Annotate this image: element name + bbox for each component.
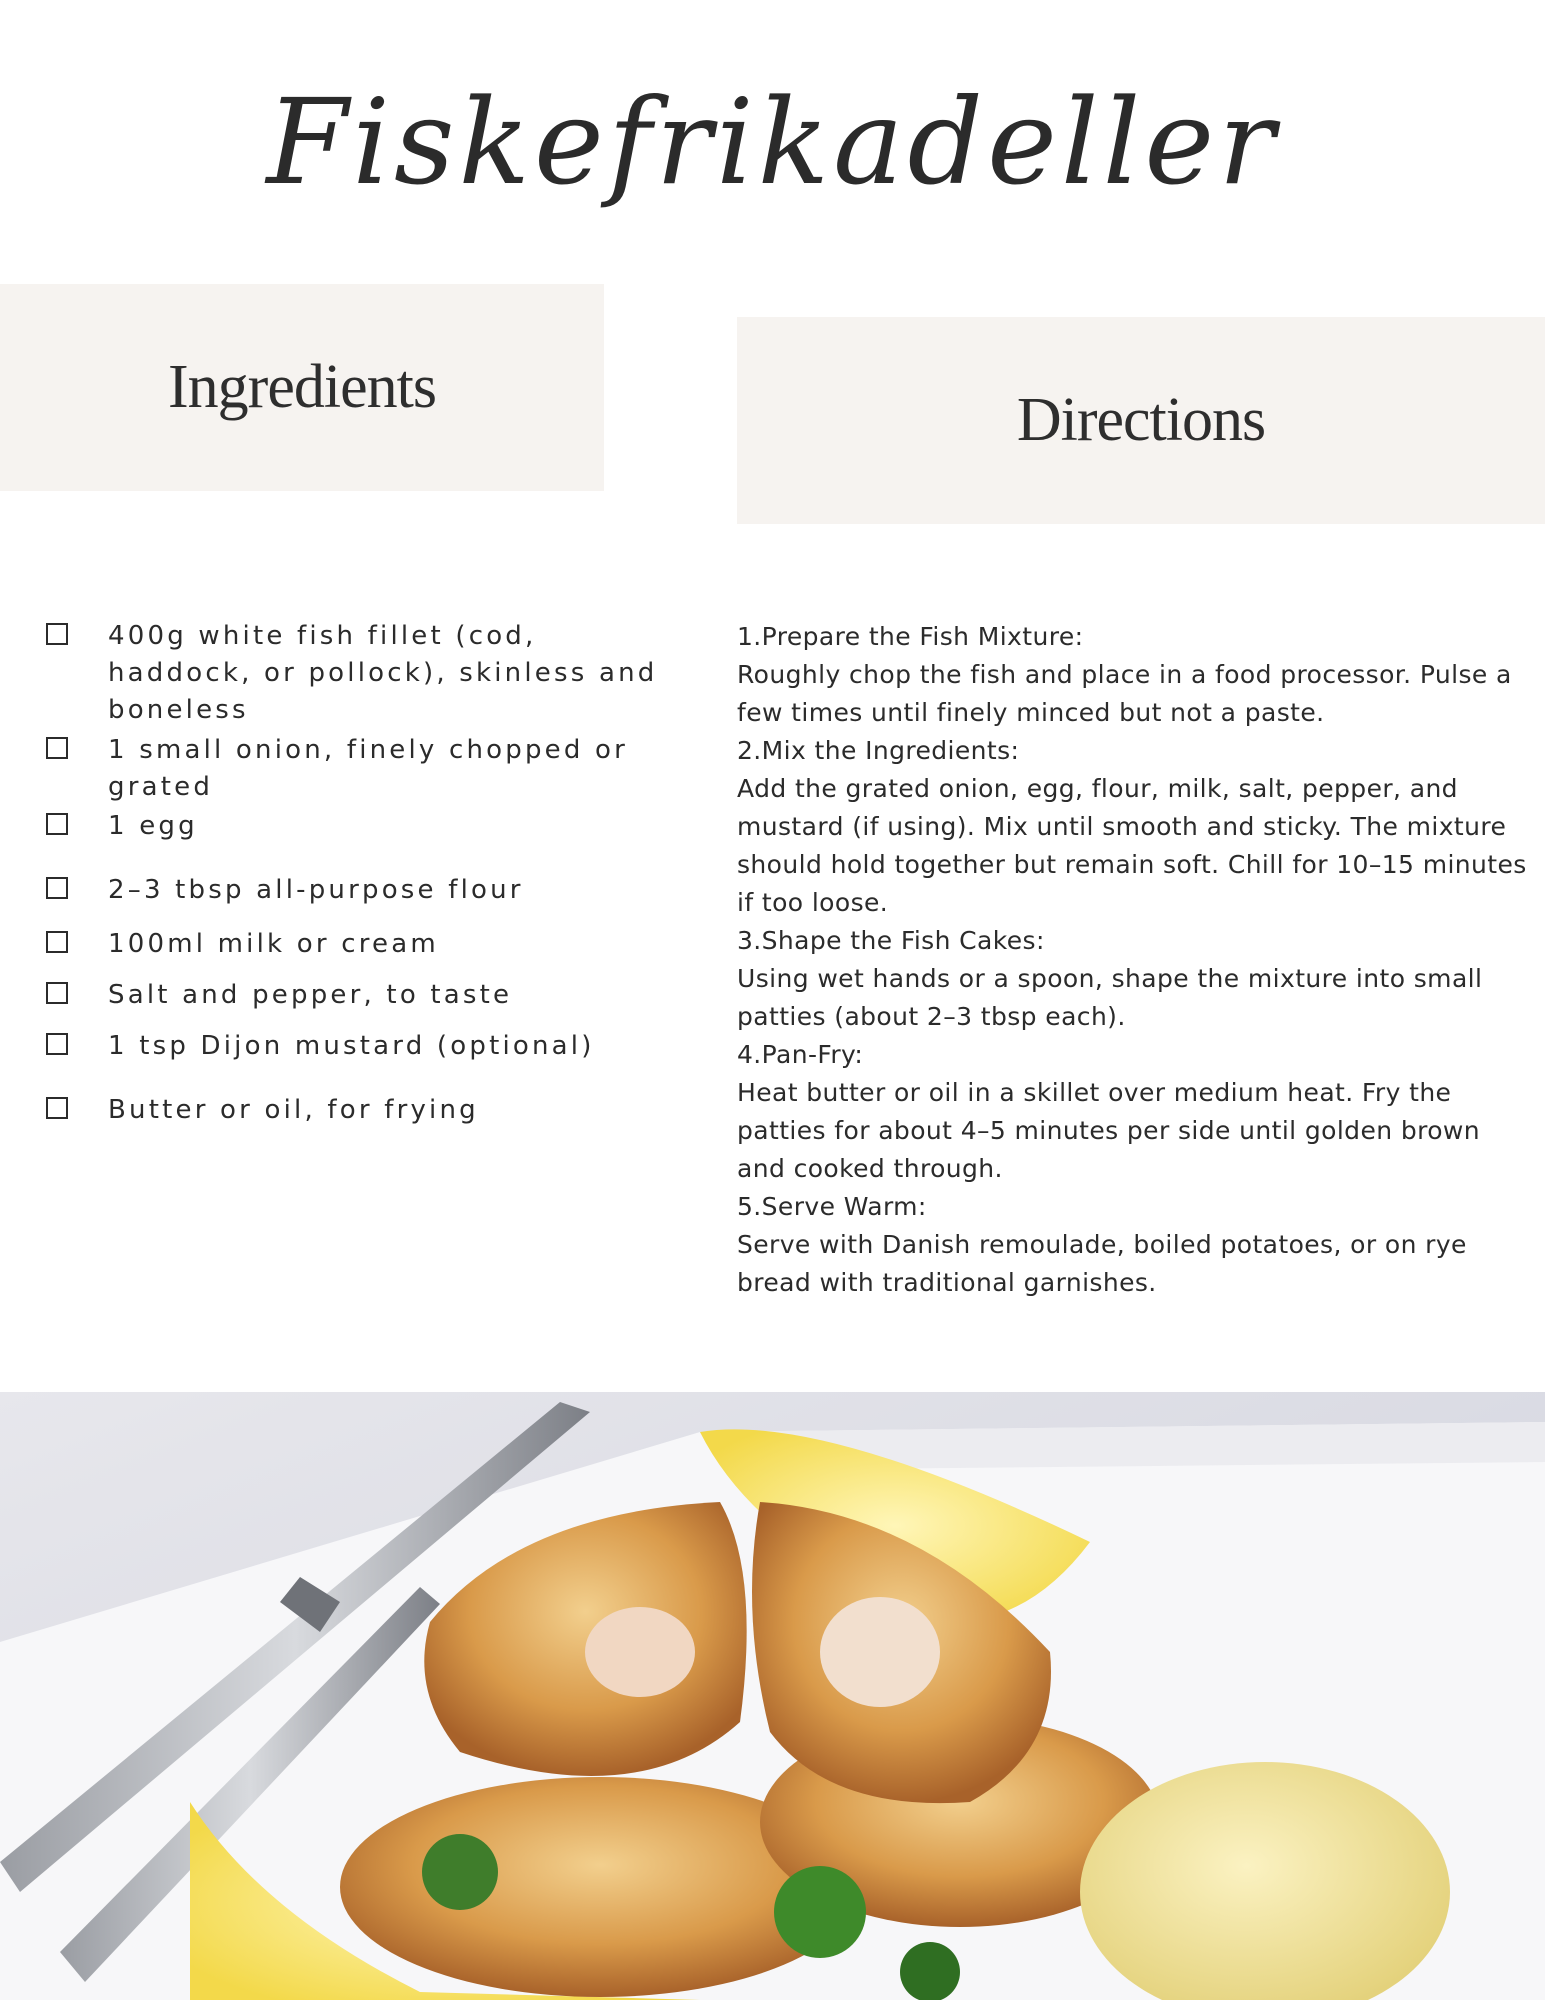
recipe-title: Fiskefrikadeller: [266, 73, 1279, 211]
direction-step: [737, 1188, 1527, 1302]
ingredient-item[interactable]: [44, 1092, 664, 1129]
ingredients-heading: Ingredients: [168, 353, 436, 421]
direction-step: [737, 922, 1527, 1036]
checkbox-icon[interactable]: [46, 1097, 68, 1119]
step-body: Roughly chop the fish and place in a food processor. Pulse a few times until finely minced but not a paste.: [737, 660, 1512, 727]
directions-heading: Directions: [1016, 386, 1266, 454]
step-title: 4.Pan-Fry:: [737, 1040, 864, 1069]
step-title: 3.Shape the Fish Cakes:: [737, 926, 1045, 955]
ingredient-text: 1 egg: [108, 811, 198, 841]
step-body: Heat butter or oil in a skillet over medium heat. Fry the patties for about 4–5 minutes per side until golden brown and cooked through.: [737, 1078, 1481, 1183]
step-title: 1.Prepare the Fish Mixture:: [737, 622, 1084, 651]
ingredient-text: 1 tsp Dijon mustard (optional): [108, 1031, 595, 1061]
step-title: 5.Serve Warm:: [737, 1192, 927, 1221]
ingredient-item[interactable]: [44, 1028, 664, 1065]
ingredient-text: Butter or oil, for frying: [108, 1095, 479, 1125]
directions-header-panel: [737, 317, 1545, 524]
ingredient-item[interactable]: [44, 977, 664, 1014]
step-body: Using wet hands or a spoon, shape the mixture into small patties (about 2–3 tbsp each).: [737, 964, 1483, 1031]
checkbox-icon[interactable]: [46, 931, 68, 953]
checkbox-icon[interactable]: [46, 813, 68, 835]
ingredient-text: Salt and pepper, to taste: [108, 980, 513, 1010]
ingredients-header-panel: [0, 284, 604, 491]
food-photo: [0, 1392, 1545, 2000]
direction-step: [737, 618, 1527, 732]
checkbox-icon[interactable]: [46, 1033, 68, 1055]
directions-list: [737, 618, 1527, 1302]
checkbox-icon[interactable]: [46, 877, 68, 899]
ingredient-item[interactable]: [44, 808, 664, 845]
ingredient-item[interactable]: [44, 732, 664, 806]
ingredient-item[interactable]: [44, 618, 664, 729]
step-body: Add the grated onion, egg, flour, milk, salt, pepper, and mustard (if using). Mix until smooth and sticky. The mixture should hold together but remain soft. Chill for 10–15 minutes if too loose.: [737, 774, 1527, 917]
ingredient-text: 100ml milk or cream: [108, 929, 439, 959]
direction-step: [737, 1036, 1527, 1188]
checkbox-icon[interactable]: [46, 737, 68, 759]
checkbox-icon[interactable]: [46, 623, 68, 645]
ingredient-item[interactable]: [44, 872, 664, 909]
step-body: Serve with Danish remoulade, boiled potatoes, or on rye bread with traditional garnishes.: [737, 1230, 1467, 1297]
checkbox-icon[interactable]: [46, 982, 68, 1004]
ingredient-item[interactable]: [44, 926, 664, 963]
ingredient-text: 400g white fish fillet (cod, haddock, or pollock), skinless and boneless: [108, 621, 658, 725]
ingredient-text: 2–3 tbsp all-purpose flour: [108, 875, 524, 905]
step-title: 2.Mix the Ingredients:: [737, 736, 1020, 765]
direction-step: [737, 732, 1527, 922]
ingredient-text: 1 small onion, finely chopped or grated: [108, 735, 629, 802]
